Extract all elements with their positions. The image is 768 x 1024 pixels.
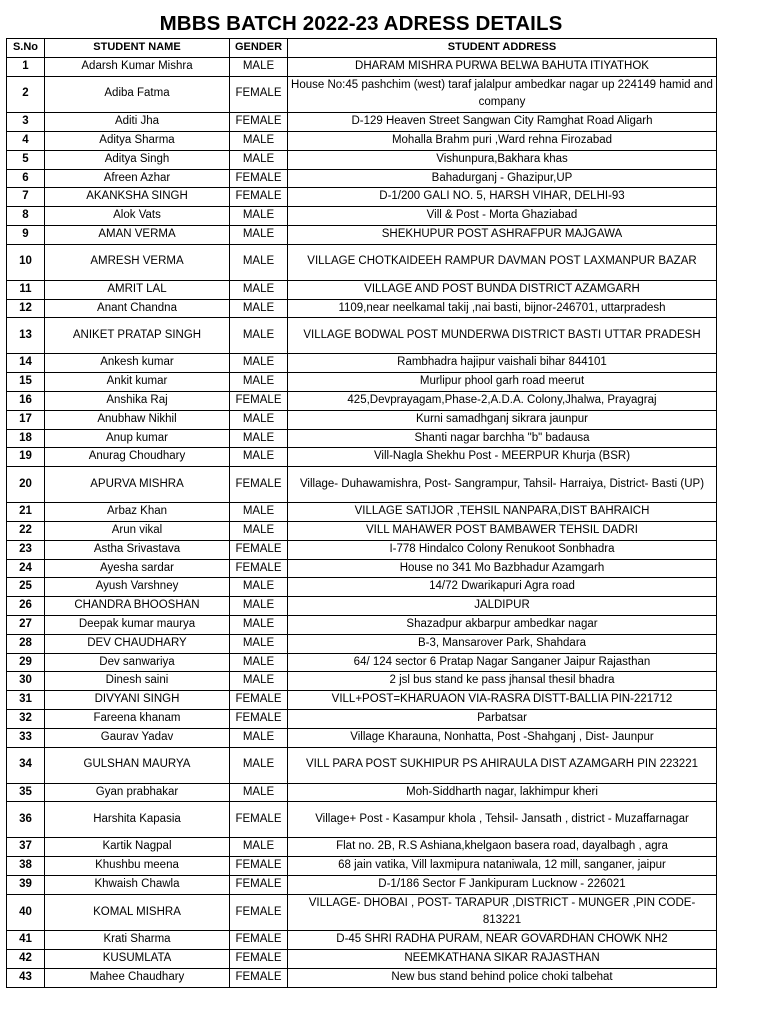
student-address-cell: 64/ 124 sector 6 Pratap Nagar Sanganer Jaipur Rajasthan	[288, 653, 717, 672]
gender-cell: FEMALE	[230, 540, 288, 559]
sno-cell: 7	[7, 188, 45, 207]
gender-cell: MALE	[230, 225, 288, 244]
sno-cell: 22	[7, 521, 45, 540]
table-row	[7, 521, 717, 540]
student-address-cell: B-3, Mansarover Park, Shahdara	[288, 634, 717, 653]
student-address-cell: D-1/200 GALI NO. 5, HARSH VIHAR, DELHI-93	[288, 188, 717, 207]
gender-cell: FEMALE	[230, 950, 288, 969]
table-row	[7, 950, 717, 969]
student-name-cell: Adarsh Kumar Mishra	[45, 57, 230, 76]
student-name-cell: Kartik Nagpal	[45, 838, 230, 857]
student-name-cell: DEV CHAUDHARY	[45, 634, 230, 653]
header-student-address: STUDENT ADDRESS	[288, 39, 717, 58]
header-student-name: STUDENT NAME	[45, 39, 230, 58]
student-address-cell: House No:45 pashchim (west) taraf jalalpur ambedkar nagar up 224149 hamid and company	[288, 76, 717, 113]
student-name-cell: Astha Srivastava	[45, 540, 230, 559]
sno-cell: 8	[7, 207, 45, 226]
student-name-cell: Ankit kumar	[45, 373, 230, 392]
table-row	[7, 354, 717, 373]
gender-cell: FEMALE	[230, 391, 288, 410]
table-row	[7, 597, 717, 616]
student-address-cell: Shazadpur akbarpur ambedkar nagar	[288, 615, 717, 634]
gender-cell: MALE	[230, 354, 288, 373]
gender-cell: FEMALE	[230, 691, 288, 710]
table-row	[7, 207, 717, 226]
sno-cell: 2	[7, 76, 45, 113]
sno-cell: 10	[7, 244, 45, 280]
sno-cell: 26	[7, 597, 45, 616]
sno-cell: 32	[7, 709, 45, 728]
student-name-cell: AMRESH VERMA	[45, 244, 230, 280]
table-row	[7, 448, 717, 467]
student-name-cell: Anshika Raj	[45, 391, 230, 410]
sno-cell: 35	[7, 783, 45, 802]
sno-cell: 14	[7, 354, 45, 373]
student-name-cell: Aditi Jha	[45, 113, 230, 132]
page-title: MBBS BATCH 2022-23 ADRESS DETAILS	[159, 12, 563, 35]
table-row	[7, 857, 717, 876]
student-name-cell: Arbaz Khan	[45, 503, 230, 522]
student-address-cell: Parbatsar	[288, 709, 717, 728]
student-address-cell: 68 jain vatika, Vill laxmipura nataniwala, 12 mill, sanganer, jaipur	[288, 857, 717, 876]
gender-cell: MALE	[230, 783, 288, 802]
sno-cell: 42	[7, 950, 45, 969]
student-name-cell: CHANDRA BHOOSHAN	[45, 597, 230, 616]
table-row	[7, 578, 717, 597]
student-name-cell: Aditya Sharma	[45, 131, 230, 150]
student-name-cell: Khushbu meena	[45, 857, 230, 876]
student-address-cell: New bus stand behind police choki talbehat	[288, 968, 717, 987]
table-row	[7, 838, 717, 857]
student-address-cell: Village- Duhawamishra, Post- Sangrampur, Tahsil- Harraiya, District- Basti (UP)	[288, 467, 717, 503]
table-row	[7, 783, 717, 802]
table-row	[7, 672, 717, 691]
gender-cell: MALE	[230, 728, 288, 747]
table-row	[7, 318, 717, 354]
student-name-cell: Gyan prabhakar	[45, 783, 230, 802]
header-gender: GENDER	[230, 39, 288, 58]
student-name-cell: Anant Chandna	[45, 299, 230, 318]
student-address-cell: Murlipur phool garh road meerut	[288, 373, 717, 392]
student-address-cell: 425,Devprayagam,Phase-2,A.D.A. Colony,Jhalwa, Prayagraj	[288, 391, 717, 410]
sno-cell: 37	[7, 838, 45, 857]
gender-cell: MALE	[230, 634, 288, 653]
sno-cell: 39	[7, 875, 45, 894]
student-name-cell: Khwaish Chawla	[45, 875, 230, 894]
sno-cell: 11	[7, 280, 45, 299]
sno-cell: 21	[7, 503, 45, 522]
sno-cell: 33	[7, 728, 45, 747]
table-row	[7, 634, 717, 653]
table-row	[7, 188, 717, 207]
student-name-cell: Harshita Kapasia	[45, 802, 230, 838]
gender-cell: MALE	[230, 131, 288, 150]
table-row	[7, 244, 717, 280]
gender-cell: MALE	[230, 521, 288, 540]
student-address-cell: Vill & Post - Morta Ghaziabad	[288, 207, 717, 226]
student-name-cell: Anurag Choudhary	[45, 448, 230, 467]
table-row	[7, 76, 717, 113]
sno-cell: 24	[7, 559, 45, 578]
gender-cell: FEMALE	[230, 709, 288, 728]
sno-cell: 34	[7, 747, 45, 783]
student-address-cell: House no 341 Mo Bazbhadur Azamgarh	[288, 559, 717, 578]
student-name-cell: Aditya Singh	[45, 150, 230, 169]
sno-cell: 23	[7, 540, 45, 559]
student-name-cell: DIVYANI SINGH	[45, 691, 230, 710]
sno-cell: 16	[7, 391, 45, 410]
sno-cell: 40	[7, 894, 45, 931]
sno-cell: 15	[7, 373, 45, 392]
gender-cell: FEMALE	[230, 467, 288, 503]
sno-cell: 30	[7, 672, 45, 691]
sno-cell: 3	[7, 113, 45, 132]
student-name-cell: Krati Sharma	[45, 931, 230, 950]
student-name-cell: Deepak kumar maurya	[45, 615, 230, 634]
sno-cell: 38	[7, 857, 45, 876]
student-address-cell: VILLAGE- DHOBAI , POST- TARAPUR ,DISTRICT - MUNGER ,PIN CODE-813221	[288, 894, 717, 931]
gender-cell: FEMALE	[230, 875, 288, 894]
gender-cell: MALE	[230, 597, 288, 616]
table-row	[7, 169, 717, 188]
student-address-cell: D-129 Heaven Street Sangwan City Ramghat Road Aligarh	[288, 113, 717, 132]
gender-cell: MALE	[230, 244, 288, 280]
student-address-cell: D-45 SHRI RADHA PURAM, NEAR GOVARDHAN CHOWK NH2	[288, 931, 717, 950]
table-row	[7, 391, 717, 410]
table-row	[7, 225, 717, 244]
table-row	[7, 113, 717, 132]
student-address-cell: VILL+POST=KHARUAON VIA-RASRA DISTT-BALLIA PIN-221712	[288, 691, 717, 710]
student-address-cell: Mohalla Brahm puri ,Ward rehna Firozabad	[288, 131, 717, 150]
sno-cell: 36	[7, 802, 45, 838]
student-name-cell: Alok Vats	[45, 207, 230, 226]
gender-cell: MALE	[230, 838, 288, 857]
student-address-cell: Rambhadra hajipur vaishali bihar 844101	[288, 354, 717, 373]
student-name-cell: Adiba Fatma	[45, 76, 230, 113]
sno-cell: 13	[7, 318, 45, 354]
address-table	[6, 38, 717, 988]
student-name-cell: AKANKSHA SINGH	[45, 188, 230, 207]
gender-cell: MALE	[230, 448, 288, 467]
gender-cell: MALE	[230, 653, 288, 672]
gender-cell: FEMALE	[230, 188, 288, 207]
gender-cell: MALE	[230, 503, 288, 522]
student-name-cell: KOMAL MISHRA	[45, 894, 230, 931]
student-name-cell: Dinesh saini	[45, 672, 230, 691]
student-address-cell: Bahadurganj - Ghazipur,UP	[288, 169, 717, 188]
gender-cell: MALE	[230, 672, 288, 691]
gender-cell: MALE	[230, 280, 288, 299]
table-row	[7, 540, 717, 559]
student-name-cell: Anup kumar	[45, 429, 230, 448]
sno-cell: 12	[7, 299, 45, 318]
table-row	[7, 429, 717, 448]
student-address-cell: VILL PARA POST SUKHIPUR PS AHIRAULA DIST AZAMGARH PIN 223221	[288, 747, 717, 783]
student-address-cell: Vill-Nagla Shekhu Post - MEERPUR Khurja (BSR)	[288, 448, 717, 467]
table-row	[7, 57, 717, 76]
table-row	[7, 931, 717, 950]
student-name-cell: Gaurav Yadav	[45, 728, 230, 747]
table-row	[7, 559, 717, 578]
table-row	[7, 968, 717, 987]
student-address-cell: DHARAM MISHRA PURWA BELWA BAHUTA ITIYATHOK	[288, 57, 717, 76]
gender-cell: MALE	[230, 615, 288, 634]
student-address-cell: D-1/186 Sector F Jankipuram Lucknow - 226021	[288, 875, 717, 894]
student-address-cell: I-778 Hindalco Colony Renukoot Sonbhadra	[288, 540, 717, 559]
sno-cell: 41	[7, 931, 45, 950]
student-address-cell: Shanti nagar barchha "b" badausa	[288, 429, 717, 448]
table-row	[7, 875, 717, 894]
table-row	[7, 131, 717, 150]
header-sno: S.No	[7, 39, 45, 58]
sno-cell: 9	[7, 225, 45, 244]
student-address-cell: VILLAGE BODWAL POST MUNDERWA DISTRICT BASTI UTTAR PRADESH	[288, 318, 717, 354]
gender-cell: MALE	[230, 150, 288, 169]
table-row	[7, 747, 717, 783]
sno-cell: 27	[7, 615, 45, 634]
student-name-cell: Afreen Azhar	[45, 169, 230, 188]
table-row	[7, 503, 717, 522]
student-address-cell: VILL MAHAWER POST BAMBAWER TEHSIL DADRI	[288, 521, 717, 540]
gender-cell: MALE	[230, 318, 288, 354]
gender-cell: FEMALE	[230, 169, 288, 188]
student-name-cell: Mahee Chaudhary	[45, 968, 230, 987]
gender-cell: MALE	[230, 578, 288, 597]
gender-cell: MALE	[230, 299, 288, 318]
student-name-cell: APURVA MISHRA	[45, 467, 230, 503]
gender-cell: FEMALE	[230, 559, 288, 578]
student-name-cell: GULSHAN MAURYA	[45, 747, 230, 783]
gender-cell: FEMALE	[230, 968, 288, 987]
student-address-cell: VILLAGE SATIJOR ,TEHSIL NANPARA,DIST BAHRAICH	[288, 503, 717, 522]
student-address-cell: SHEKHUPUR POST ASHRAFPUR MAJGAWA	[288, 225, 717, 244]
gender-cell: FEMALE	[230, 894, 288, 931]
table-body	[7, 57, 717, 987]
sno-cell: 25	[7, 578, 45, 597]
student-address-cell: VILLAGE CHOTKAIDEEH RAMPUR DAVMAN POST LAXMANPUR BAZAR	[288, 244, 717, 280]
gender-cell: MALE	[230, 429, 288, 448]
student-address-cell: Flat no. 2B, R.S Ashiana,khelgaon basera road, dayalbagh , agra	[288, 838, 717, 857]
student-name-cell: ANIKET PRATAP SINGH	[45, 318, 230, 354]
table-row	[7, 894, 717, 931]
student-address-cell: JALDIPUR	[288, 597, 717, 616]
table-row	[7, 410, 717, 429]
sno-cell: 19	[7, 448, 45, 467]
student-address-cell: NEEMKATHANA SIKAR RAJASTHAN	[288, 950, 717, 969]
table-row	[7, 802, 717, 838]
sno-cell: 18	[7, 429, 45, 448]
gender-cell: MALE	[230, 747, 288, 783]
sno-cell: 1	[7, 57, 45, 76]
student-name-cell: Ankesh kumar	[45, 354, 230, 373]
sno-cell: 31	[7, 691, 45, 710]
table-row	[7, 150, 717, 169]
table-row	[7, 299, 717, 318]
sno-cell: 17	[7, 410, 45, 429]
sno-cell: 43	[7, 968, 45, 987]
gender-cell: FEMALE	[230, 802, 288, 838]
student-name-cell: AMRIT LAL	[45, 280, 230, 299]
student-address-cell: Vishunpura,Bakhara khas	[288, 150, 717, 169]
student-address-cell: VILLAGE AND POST BUNDA DISTRICT AZAMGARH	[288, 280, 717, 299]
student-name-cell: Fareena khanam	[45, 709, 230, 728]
table-row	[7, 467, 717, 503]
student-name-cell: Ayush Varshney	[45, 578, 230, 597]
gender-cell: FEMALE	[230, 76, 288, 113]
student-address-cell: 2 jsl bus stand ke pass jhansal thesil bhadra	[288, 672, 717, 691]
gender-cell: MALE	[230, 410, 288, 429]
student-address-cell: Village+ Post - Kasampur khola , Tehsil- Jansath , district - Muzaffarnagar	[288, 802, 717, 838]
gender-cell: FEMALE	[230, 857, 288, 876]
sno-cell: 5	[7, 150, 45, 169]
table-row	[7, 280, 717, 299]
student-address-cell: Village Kharauna, Nonhatta, Post -Shahganj , Dist- Jaunpur	[288, 728, 717, 747]
student-name-cell: Dev sanwariya	[45, 653, 230, 672]
gender-cell: MALE	[230, 57, 288, 76]
student-name-cell: Anubhaw Nikhil	[45, 410, 230, 429]
gender-cell: MALE	[230, 373, 288, 392]
student-address-cell: 1109,near neelkamal takij ,nai basti, bijnor-246701, uttarpradesh	[288, 299, 717, 318]
student-address-cell: Moh-Siddharth nagar, lakhimpur kheri	[288, 783, 717, 802]
student-name-cell: AMAN VERMA	[45, 225, 230, 244]
student-name-cell: KUSUMLATA	[45, 950, 230, 969]
gender-cell: FEMALE	[230, 931, 288, 950]
sno-cell: 28	[7, 634, 45, 653]
table-header-row	[7, 39, 717, 58]
sno-cell: 29	[7, 653, 45, 672]
table-row	[7, 709, 717, 728]
table-row	[7, 373, 717, 392]
student-address-cell: Kurni samadhganj sikrara jaunpur	[288, 410, 717, 429]
student-address-cell: 14/72 Dwarikapuri Agra road	[288, 578, 717, 597]
table-row	[7, 728, 717, 747]
gender-cell: MALE	[230, 207, 288, 226]
table-row	[7, 615, 717, 634]
table-row	[7, 653, 717, 672]
sno-cell: 4	[7, 131, 45, 150]
sno-cell: 20	[7, 467, 45, 503]
sno-cell: 6	[7, 169, 45, 188]
table-row	[7, 691, 717, 710]
gender-cell: FEMALE	[230, 113, 288, 132]
student-name-cell: Arun vikal	[45, 521, 230, 540]
student-name-cell: Ayesha sardar	[45, 559, 230, 578]
